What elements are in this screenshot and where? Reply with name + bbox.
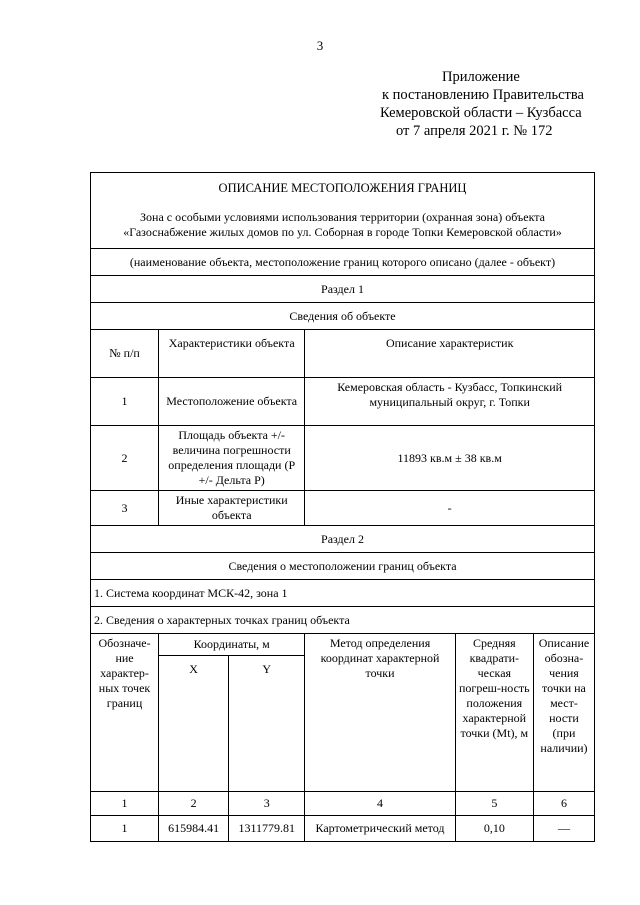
- page-number: 3: [316, 38, 324, 53]
- document-subtitle-line-2: «Газоснабжение жилых домов по ул. Соборная в городе Топки Кемеровской области»: [123, 225, 562, 239]
- point-id: 1: [91, 816, 159, 842]
- document-title: ОПИСАНИЕ МЕСТОПОЛОЖЕНИЯ ГРАНИЦ: [218, 181, 467, 195]
- document-subtitle-line-1: Зона с особыми условиями использования территории (охранная зона) объекта: [140, 210, 545, 224]
- col-header-error: Средняя квадрати-ческая погреш-ность положения характерной точки (Mt), м: [455, 634, 533, 792]
- appendix-line-3: Кемеровской области – Кузбасса: [380, 105, 582, 121]
- table-row: [91, 378, 595, 426]
- object-note: (наименование объекта, местоположение границ которого описано (далее - объект): [91, 249, 595, 276]
- point-error: 0,10: [455, 816, 533, 842]
- col-header-number: № п/п: [91, 330, 159, 378]
- row-description: Кемеровская область - Кузбасс, Топкинский муниципальный округ, г. Топки: [305, 378, 595, 426]
- section-2-heading: Сведения о местоположении границ объекта: [91, 553, 595, 580]
- row-number: 3: [91, 491, 159, 526]
- col-header-method: Метод определения координат характерной точки: [305, 634, 455, 792]
- row-number: 1: [91, 378, 159, 426]
- appendix-line-2: к постановлению Правительства: [382, 87, 584, 103]
- row-number: 2: [91, 426, 159, 491]
- appendix-line-4: от 7 апреля 2021 г. № 172: [396, 123, 553, 139]
- section-1-heading: Сведения об объекте: [91, 303, 595, 330]
- column-number: 2: [159, 792, 229, 816]
- coordinate-system: 1. Система координат МСК-42, зона 1: [91, 580, 595, 607]
- table-row: [91, 816, 595, 842]
- document-title-cell: [91, 173, 595, 249]
- point-y: 1311779.81: [229, 816, 305, 842]
- point-x: 615984.41: [159, 816, 229, 842]
- row-description: -: [305, 491, 595, 526]
- column-number: 4: [305, 792, 455, 816]
- points-heading: 2. Сведения о характерных точках границ объекта: [91, 607, 595, 634]
- col-header-description: Описание характеристик: [305, 330, 595, 378]
- column-numbers-row: [91, 792, 595, 816]
- column-number: 1: [91, 792, 159, 816]
- table-row: [91, 491, 595, 526]
- boundary-description-table: [90, 172, 595, 842]
- col-header-point-description: Описание обозна-чения точки на мест-ности (при наличии): [533, 634, 594, 792]
- row-characteristic: Иные характеристики объекта: [159, 491, 305, 526]
- row-characteristic: Местоположение объекта: [159, 378, 305, 426]
- appendix-header: [370, 68, 600, 140]
- table-row: [91, 426, 595, 491]
- col-header-point: Обозначе-ние характер-ных точек границ: [91, 634, 159, 792]
- point-method: Картометрический метод: [305, 816, 455, 842]
- col-header-y: Y: [229, 656, 305, 792]
- column-number: 6: [533, 792, 594, 816]
- column-number: 5: [455, 792, 533, 816]
- point-description: —: [533, 816, 594, 842]
- col-header-x: X: [159, 656, 229, 792]
- section-2-title: Раздел 2: [91, 526, 595, 553]
- row-description: 11893 кв.м ± 38 кв.м: [305, 426, 595, 491]
- col-header-characteristic: Характеристики объекта: [159, 330, 305, 378]
- column-number: 3: [229, 792, 305, 816]
- col-header-coords: Координаты, м: [159, 634, 305, 656]
- appendix-line-1: Приложение: [442, 69, 520, 85]
- section-1-title: Раздел 1: [91, 276, 595, 303]
- row-characteristic: Площадь объекта +/- величина погрешности определения площади (P +/- Дельта P): [159, 426, 305, 491]
